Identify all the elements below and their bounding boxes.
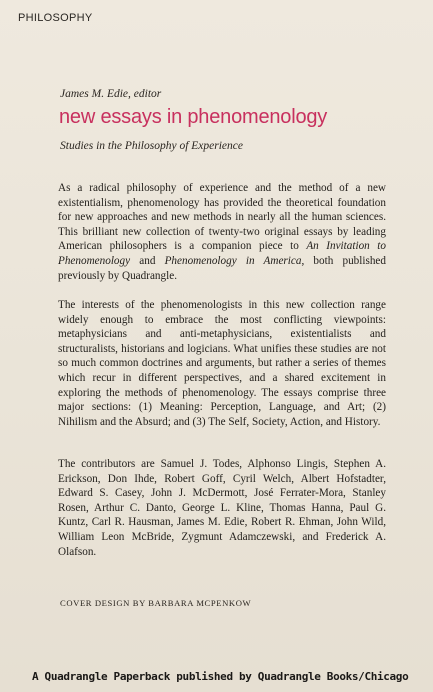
- companion-title-2: Phenomenology in America: [164, 254, 302, 267]
- contributors-paragraph: The contributors are Samuel J. Todes, Alphonso Lingis, Stephen A. Erickson, Don Ihde, Robert Goff, Cyril Welch, Albert Hofstadter, Edward S. Casey, John J. McDermott, José Ferrater-Mora, Stanley Rosen, Arthur C. Danto, George L. Kline, Thomas Hanna, Paul G. Kuntz, Carl R. Hausman, James M. Edie, Robert R. Ehman, John Wild, William Leon McBride, Zygmunt Adamczewski, and Frederick A. Olafson.: [58, 458, 386, 558]
- paragraph-1-end: , both published previously by Quadrangle.: [58, 254, 386, 282]
- paragraph-1-text: As a radical philosophy of experience and the method of a new existentialism, phenomenology has provided the theoretical foundation for new approaches and new methods in nearly all the human sciences. This brilliant new collection of twenty-two original essays by leading American philosophers is a companion piece to: [58, 182, 386, 253]
- description-paragraph-1: [58, 181, 386, 283]
- publisher-line: A Quadrangle Paperback published by Quadrangle Books/Chicago: [32, 670, 409, 683]
- book-subtitle: Studies in the Philosophy of Experience: [60, 140, 243, 152]
- category-label: PHILOSOPHY: [18, 12, 93, 24]
- paragraph-1-and: and: [130, 254, 165, 267]
- cover-design-credit: COVER DESIGN BY BARBARA MCPENKOW: [60, 598, 252, 608]
- companion-title-1: An Invitation to Phenomenology: [58, 240, 386, 267]
- description-paragraph-2: The interests of the phenomenologists in this new collection range widely enough to embrace the most conflicting viewpoints: metaphysicians and anti-metaphysicians, existentialists and structuralists, historians and logicians. What unifies these studies are not so much common doctrines and arguments, but rather a series of themes which recur in different perspectives, and a shared excitement in exploring the methods of phenomenology. The essays comprise three major sections: (1) Meaning: Perception, Language, and Art; (2) Nihilism and the Absurd; and (3) The Self, Society, Action, and History.: [58, 299, 386, 428]
- book-title: new essays in phenomenology: [59, 106, 328, 128]
- editor-credit: James M. Edie, editor: [60, 88, 162, 100]
